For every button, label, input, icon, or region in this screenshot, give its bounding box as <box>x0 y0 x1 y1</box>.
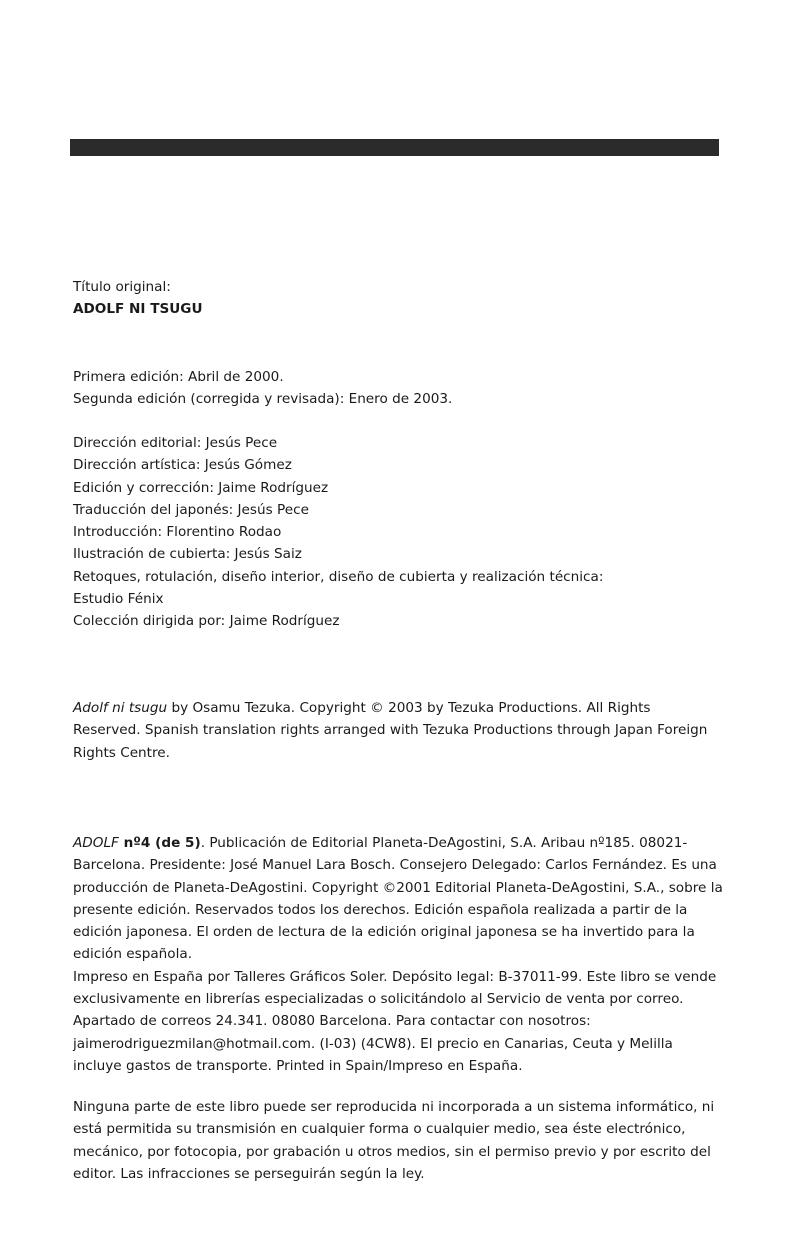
credit-line: Introducción: Florentino Rodao <box>73 524 282 541</box>
first-edition: Primera edición: Abril de 2000. <box>73 369 284 385</box>
publication-title: ADOLF <box>73 835 119 851</box>
credit-line: Edición y corrección: Jaime Rodríguez <box>73 479 329 496</box>
rights-paragraph: Ninguna parte de este libro puede ser reproducida ni incorporada a un sistema informático, ni está permitida su transmisión en cualquier forma o cualquier medio, sea éste electrónico, mecánico, por fotocopia, por grabación u otros medios, sin el permiso previo y por escrito del editor. Las infracciones se perseguirán según la ley. <box>73 1099 715 1182</box>
rights-notice <box>73 1096 723 1185</box>
work-title: Adolf ni tsugu <box>73 700 168 716</box>
credit-line: Retoques, rotulación, diseño interior, diseño de cubierta y realización técnica: <box>73 568 604 585</box>
issue-number: nº4 (de 5) <box>118 835 201 851</box>
credit-line: Traducción del japonés: Jesús Pece <box>73 501 309 518</box>
copyright-notice <box>73 697 718 764</box>
credits-block <box>73 432 733 633</box>
original-title-block <box>73 276 733 321</box>
publication-info <box>73 832 723 1077</box>
copyright-text: by Osamu Tezuka. Copyright © 2003 by Tezuka Productions. All Rights Reserved. Spanish translation rights arranged with Tezuka Productions through Japan Foreign Rights Centre. <box>73 700 708 761</box>
credit-line: Estudio Fénix <box>73 591 164 608</box>
credit-line: Colección dirigida por: Jaime Rodríguez <box>73 613 340 630</box>
publication-text: . Publicación de Editorial Planeta-DeAgostini, S.A. Aribau nº185. 08021-Barcelona. Presidente: José Manuel Lara Bosch. Consejero Delegado: Carlos Fernández. Es una producción de Planeta-DeAgostini. Copyright ©2001 Editorial Planeta-DeAgostini, S.A., sobre la presente edición. Reservados todos los derechos. Edición española realizada a partir de la edición japonesa. El orden de lectura de la edición original japonesa se ha invertido para la edición española. <box>73 835 723 963</box>
second-edition: Segunda edición (corregida y revisada): Enero de 2003. <box>73 391 453 408</box>
credit-line: Dirección editorial: Jesús Pece <box>73 435 278 451</box>
original-title-label: Título original: <box>73 279 171 295</box>
credit-line: Dirección artística: Jesús Gómez <box>73 457 292 474</box>
header-bar <box>70 139 719 156</box>
credit-line: Ilustración de cubierta: Jesús Saiz <box>73 546 302 563</box>
copyright-paragraph <box>73 697 718 764</box>
printing-paragraph: Impreso en España por Talleres Gráficos Soler. Depósito legal: B-37011-99. Este libro se vende exclusivamente en librerías especializadas o solicitándolo al Servicio de venta por correo. Apartado de correos 24.341. 08080 Barcelona. Para contactar con nosotros: jaimerodriguezmilan@hotmail.com. (I-03) (4CW8). El precio en Canarias, Ceuta y Melilla incluye gastos de transporte. Printed in Spain/Impreso en España. <box>73 968 717 1074</box>
editions-block <box>73 366 733 411</box>
original-title: ADOLF NI TSUGU <box>73 301 203 318</box>
publication-paragraph <box>73 832 723 966</box>
